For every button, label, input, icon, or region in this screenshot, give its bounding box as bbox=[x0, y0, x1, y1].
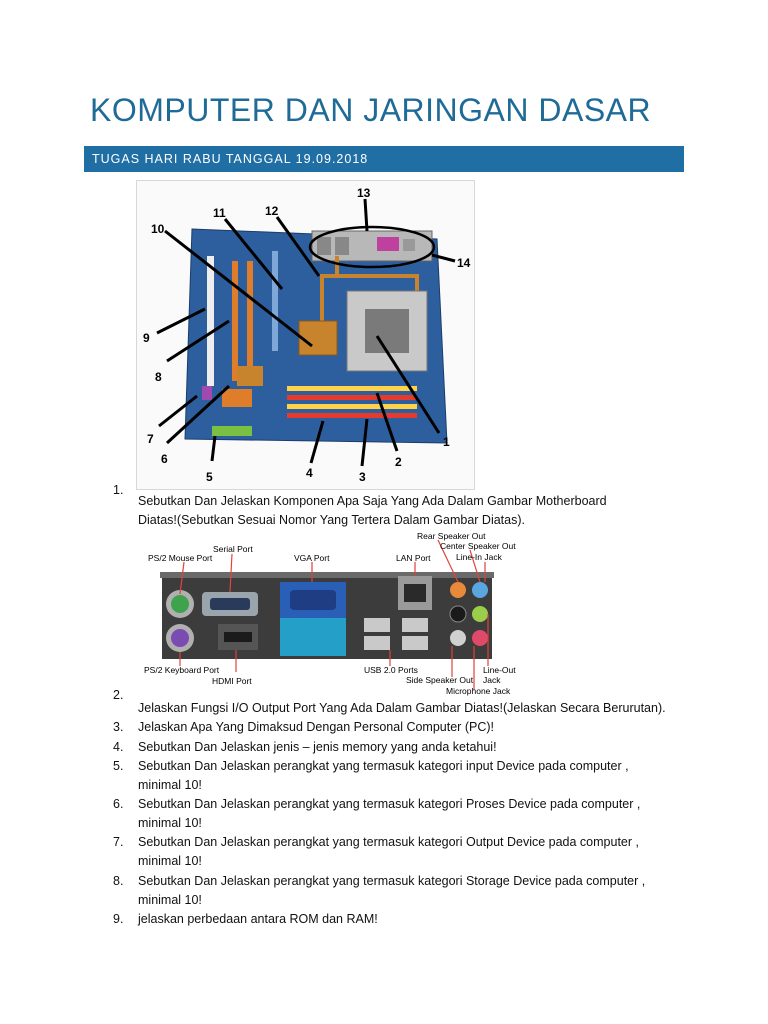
question-number: 3. bbox=[113, 720, 124, 734]
section-banner: TUGAS HARI RABU TANGGAL 19.09.2018 bbox=[84, 146, 684, 172]
label-serial: Serial Port bbox=[213, 544, 253, 554]
label-lan: LAN Port bbox=[396, 553, 431, 563]
label-vga: VGA Port bbox=[294, 553, 330, 563]
callout-9: 9 bbox=[143, 331, 150, 345]
callout-1: 1 bbox=[443, 435, 450, 449]
label-mic: Microphone Jack bbox=[446, 686, 511, 696]
callout-13: 13 bbox=[357, 186, 371, 200]
page-title: KOMPUTER DAN JARINGAN DASAR bbox=[90, 92, 652, 128]
question-number: 4. bbox=[113, 740, 124, 754]
io-panel-illustration bbox=[140, 532, 525, 697]
question-number: 6. bbox=[113, 797, 124, 811]
question-number: 9. bbox=[113, 912, 124, 926]
label-line-out-1: Line-Out bbox=[483, 665, 516, 675]
question-text: minimal 10! bbox=[138, 893, 202, 907]
question-number: 5. bbox=[113, 759, 124, 773]
motherboard-figure bbox=[136, 180, 475, 490]
callout-6: 6 bbox=[161, 452, 168, 466]
question-6 bbox=[113, 795, 713, 835]
question-text: Jelaskan Apa Yang Dimaksud Dengan Personal Computer (PC)! bbox=[138, 720, 494, 734]
question-text: Sebutkan Dan Jelaskan perangkat yang termasuk kategori input Device pada computer , bbox=[138, 759, 629, 773]
callout-3: 3 bbox=[359, 470, 366, 484]
label-line-out-2: Jack bbox=[483, 675, 501, 685]
question-8 bbox=[113, 872, 713, 912]
motherboard-illustration bbox=[137, 181, 474, 489]
question-text: Sebutkan Dan Jelaskan perangkat yang termasuk kategori Output Device pada computer , bbox=[138, 835, 639, 849]
question-7 bbox=[113, 833, 713, 873]
label-ps2-mouse: PS/2 Mouse Port bbox=[148, 553, 213, 563]
question-text: Sebutkan Dan Jelaskan perangkat yang termasuk kategori Proses Device pada computer , bbox=[138, 797, 641, 811]
callout-8: 8 bbox=[155, 370, 162, 384]
callout-4: 4 bbox=[306, 466, 313, 480]
label-usb: USB 2.0 Ports bbox=[364, 665, 418, 675]
callout-11: 11 bbox=[213, 206, 226, 220]
question-5 bbox=[113, 757, 713, 797]
question-text: minimal 10! bbox=[138, 854, 202, 868]
callout-10: 10 bbox=[151, 222, 165, 236]
label-line-in: Line-In Jack bbox=[456, 552, 502, 562]
question-text: Jelaskan Fungsi I/O Output Port Yang Ada Dalam Gambar Diatas!(Jelaskan Secara Berurutan). bbox=[138, 701, 666, 715]
label-rear-speaker: Rear Speaker Out bbox=[417, 532, 486, 541]
callout-2: 2 bbox=[395, 455, 402, 469]
callout-5: 5 bbox=[206, 470, 213, 484]
callout-14: 14 bbox=[457, 256, 471, 270]
question-text: jelaskan perbedaan antara ROM dan RAM! bbox=[138, 912, 378, 926]
question-number: 1. bbox=[113, 483, 124, 497]
question-number: 7. bbox=[113, 835, 124, 849]
question-text: Diatas!(Sebutkan Sesuai Nomor Yang Tertera Dalam Gambar Diatas). bbox=[138, 513, 525, 527]
question-1 bbox=[113, 481, 713, 531]
label-ps2-keyboard: PS/2 Keyboard Port bbox=[144, 665, 220, 675]
io-panel-figure bbox=[140, 532, 525, 697]
question-text: Sebutkan Dan Jelaskan perangkat yang termasuk kategori Storage Device pada computer , bbox=[138, 874, 646, 888]
label-hdmi: HDMI Port bbox=[212, 676, 252, 686]
question-4 bbox=[113, 738, 713, 758]
question-text: Sebutkan Dan Jelaskan Komponen Apa Saja Yang Ada Dalam Gambar Motherboard bbox=[138, 494, 607, 508]
question-number: 8. bbox=[113, 874, 124, 888]
callout-7: 7 bbox=[147, 432, 154, 446]
question-text: minimal 10! bbox=[138, 816, 202, 830]
callout-12: 12 bbox=[265, 204, 279, 218]
question-3 bbox=[113, 718, 713, 738]
question-text: Sebutkan Dan Jelaskan jenis – jenis memory yang anda ketahui! bbox=[138, 740, 497, 754]
question-number: 2. bbox=[113, 688, 124, 702]
question-9 bbox=[113, 910, 713, 930]
label-side-speaker: Side Speaker Out bbox=[406, 675, 474, 685]
label-center-speaker: Center Speaker Out bbox=[440, 541, 516, 551]
question-text: minimal 10! bbox=[138, 778, 202, 792]
